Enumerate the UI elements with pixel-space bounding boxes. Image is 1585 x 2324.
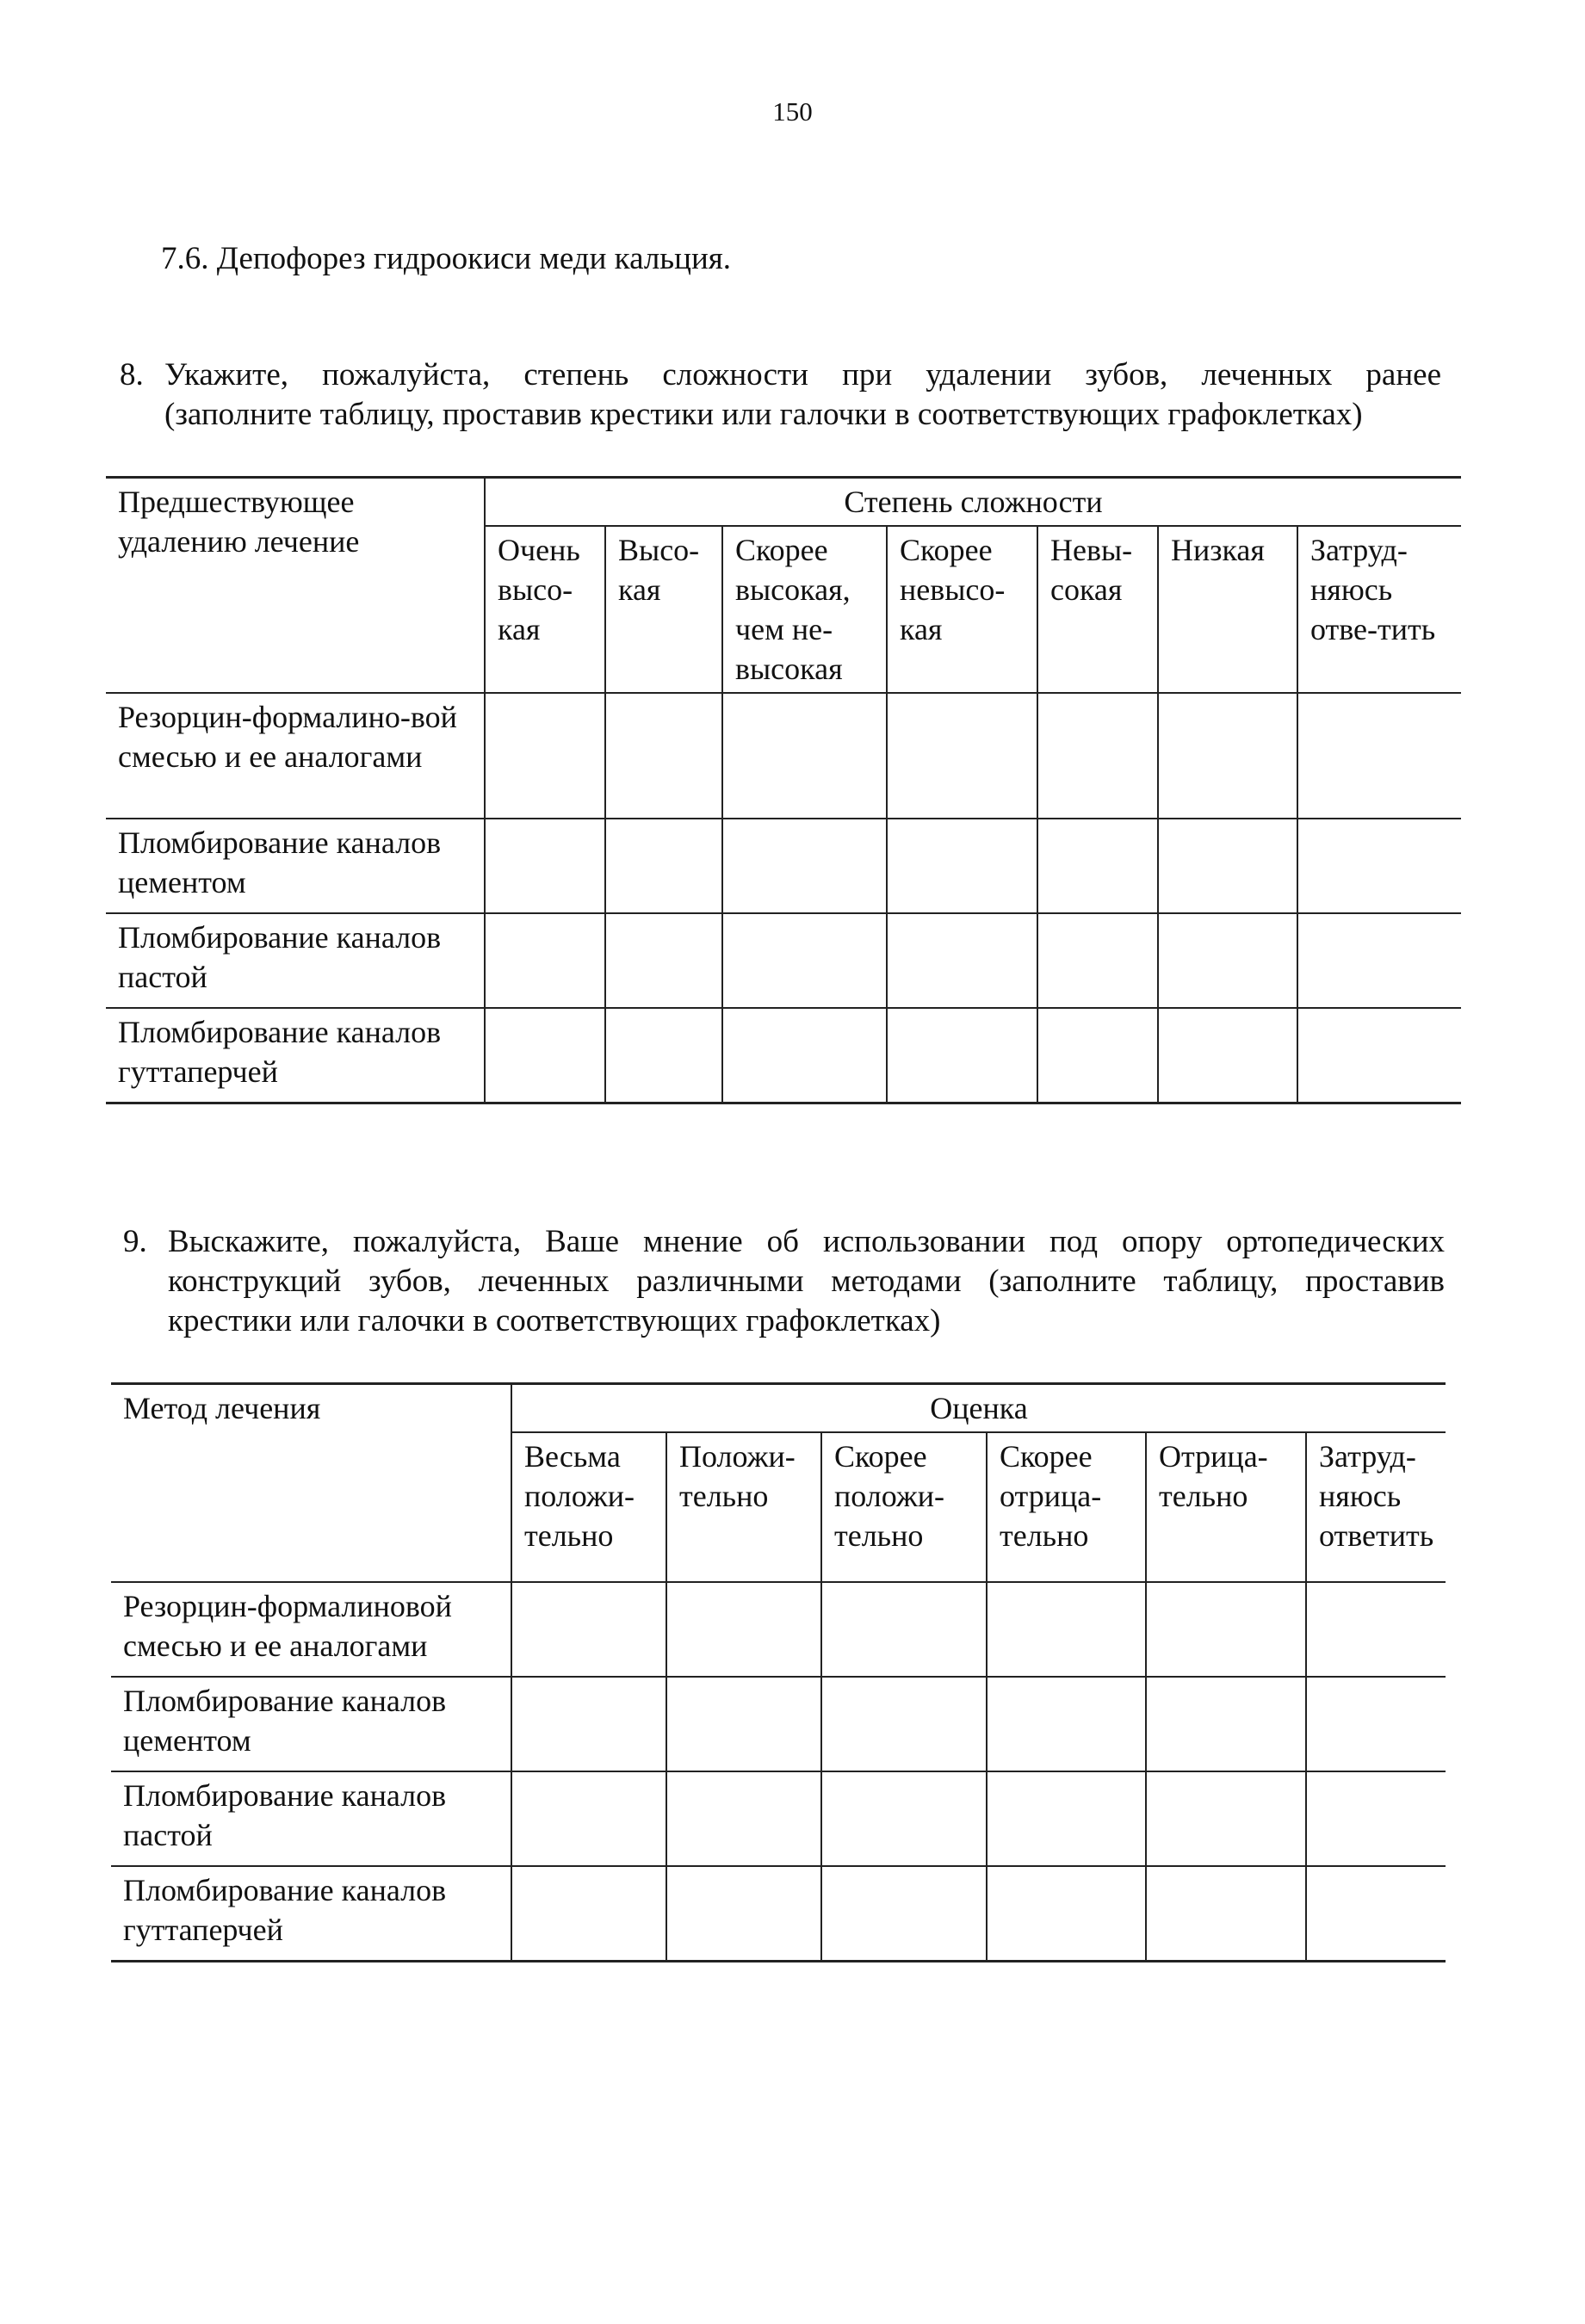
- checkbox-cell[interactable]: [987, 1677, 1146, 1771]
- checkbox-cell[interactable]: [821, 1771, 987, 1866]
- checkbox-cell[interactable]: [666, 1771, 821, 1866]
- checkbox-cell[interactable]: [887, 819, 1037, 913]
- table1-row-label: Пломбирование каналов цементом: [106, 819, 485, 913]
- page-number: 150: [772, 96, 813, 127]
- table2-row-label: Резорцин-формалиновой смесью и ее аналогами: [111, 1582, 511, 1677]
- table1-col-header: Высо-кая: [605, 526, 722, 693]
- checkbox-cell[interactable]: [605, 819, 722, 913]
- checkbox-cell[interactable]: [987, 1582, 1146, 1677]
- question-9-line2: конструкций зубов, леченных различными методами (заполните таблицу, проставив: [168, 1264, 1445, 1299]
- table1-row-label: Пломбирование каналов гуттаперчей: [106, 1008, 485, 1103]
- table2-col-header: Отрица-тельно: [1146, 1432, 1306, 1582]
- checkbox-cell[interactable]: [511, 1582, 666, 1677]
- checkbox-cell[interactable]: [1158, 693, 1297, 819]
- checkbox-cell[interactable]: [485, 819, 605, 913]
- item-7-6: 7.6. Депофорез гидроокиси меди кальция.: [161, 241, 732, 276]
- table2-col-header: Скорее отрица-тельно: [987, 1432, 1146, 1582]
- checkbox-cell[interactable]: [1037, 693, 1158, 819]
- checkbox-cell[interactable]: [722, 1008, 887, 1103]
- table1-row-header: Предшествующее удалению лечение: [106, 478, 485, 694]
- checkbox-cell[interactable]: [887, 693, 1037, 819]
- table-row: [111, 1771, 1446, 1866]
- table2-row-label: Пломбирование каналов гуттаперчей: [111, 1866, 511, 1962]
- table2-row-label: Пломбирование каналов цементом: [111, 1677, 511, 1771]
- table1-col-header: Скорее невысо-кая: [887, 526, 1037, 693]
- checkbox-cell[interactable]: [511, 1771, 666, 1866]
- checkbox-cell[interactable]: [887, 913, 1037, 1008]
- table2-col-header: Затруд-няюсь ответить: [1306, 1432, 1446, 1582]
- checkbox-cell[interactable]: [485, 1008, 605, 1103]
- checkbox-cell[interactable]: [511, 1677, 666, 1771]
- checkbox-cell[interactable]: [821, 1677, 987, 1771]
- table2-row-header: Метод лечения: [111, 1384, 511, 1583]
- table2-row-label: Пломбирование каналов пастой: [111, 1771, 511, 1866]
- checkbox-cell[interactable]: [821, 1866, 987, 1962]
- checkbox-cell[interactable]: [1146, 1866, 1306, 1962]
- table-row: [106, 1008, 1461, 1103]
- checkbox-cell[interactable]: [1306, 1771, 1446, 1866]
- checkbox-cell[interactable]: [1306, 1866, 1446, 1962]
- checkbox-cell[interactable]: [1158, 819, 1297, 913]
- checkbox-cell[interactable]: [1146, 1582, 1306, 1677]
- checkbox-cell[interactable]: [1158, 913, 1297, 1008]
- table-row: [111, 1677, 1446, 1771]
- table2-col-header: Положи-тельно: [666, 1432, 821, 1582]
- checkbox-cell[interactable]: [1297, 693, 1461, 819]
- question-9-line3: крестики или галочки в соответствующих графоклетках): [168, 1303, 941, 1338]
- table2-col-header: Скорее положи-тельно: [821, 1432, 987, 1582]
- checkbox-cell[interactable]: [605, 693, 722, 819]
- checkbox-cell[interactable]: [1037, 819, 1158, 913]
- table1-group-header: Степень сложности: [485, 478, 1461, 527]
- checkbox-cell[interactable]: [1297, 819, 1461, 913]
- checkbox-cell[interactable]: [887, 1008, 1037, 1103]
- checkbox-cell[interactable]: [1306, 1582, 1446, 1677]
- table1-row-label: Резорцин-формалино-вой смесью и ее аналогами: [106, 693, 485, 819]
- question-9: [123, 1222, 1445, 1341]
- checkbox-cell[interactable]: [821, 1582, 987, 1677]
- table2-col-header: Весьма положи-тельно: [511, 1432, 666, 1582]
- checkbox-cell[interactable]: [1037, 913, 1158, 1008]
- checkbox-cell[interactable]: [722, 693, 887, 819]
- checkbox-cell[interactable]: [666, 1582, 821, 1677]
- table-row: [106, 693, 1461, 819]
- checkbox-cell[interactable]: [987, 1866, 1146, 1962]
- question-8-line1: Укажите, пожалуйста, степень сложности при удалении зубов, леченных ранее: [164, 357, 1441, 392]
- checkbox-cell[interactable]: [987, 1771, 1146, 1866]
- table1-col-header: Невы-сокая: [1037, 526, 1158, 693]
- checkbox-cell[interactable]: [485, 693, 605, 819]
- checkbox-cell[interactable]: [722, 819, 887, 913]
- table1-row-label: Пломбирование каналов пастой: [106, 913, 485, 1008]
- checkbox-cell[interactable]: [1306, 1677, 1446, 1771]
- checkbox-cell[interactable]: [722, 913, 887, 1008]
- question-8-number: 8.: [120, 357, 144, 392]
- question-9-line1: Выскажите, пожалуйста, Ваше мнение об использовании под опору ортопедических: [168, 1224, 1445, 1259]
- question-8: [120, 355, 1441, 435]
- table1-col-header: Очень высо-кая: [485, 526, 605, 693]
- table-row: [106, 819, 1461, 913]
- table1-col-header: Низкая: [1158, 526, 1297, 693]
- checkbox-cell[interactable]: [666, 1677, 821, 1771]
- checkbox-cell[interactable]: [1297, 913, 1461, 1008]
- table1-col-header: Затруд-няюсь отве-тить: [1297, 526, 1461, 693]
- checkbox-cell[interactable]: [1158, 1008, 1297, 1103]
- checkbox-cell[interactable]: [511, 1866, 666, 1962]
- table-row: [106, 913, 1461, 1008]
- checkbox-cell[interactable]: [485, 913, 605, 1008]
- table-row: [111, 1866, 1446, 1962]
- table2-group-header: Оценка: [511, 1384, 1446, 1433]
- evaluation-table: [111, 1382, 1446, 1962]
- question-9-number: 9.: [123, 1224, 147, 1259]
- checkbox-cell[interactable]: [1037, 1008, 1158, 1103]
- checkbox-cell[interactable]: [666, 1866, 821, 1962]
- checkbox-cell[interactable]: [605, 1008, 722, 1103]
- checkbox-cell[interactable]: [1297, 1008, 1461, 1103]
- checkbox-cell[interactable]: [1146, 1677, 1306, 1771]
- difficulty-table: [106, 476, 1461, 1104]
- checkbox-cell[interactable]: [605, 913, 722, 1008]
- table-row: [111, 1582, 1446, 1677]
- checkbox-cell[interactable]: [1146, 1771, 1306, 1866]
- question-8-line2: (заполните таблицу, проставив крестики или галочки в соответствующих графоклетках): [164, 397, 1363, 432]
- table1-col-header: Скорее высокая, чем не-высокая: [722, 526, 887, 693]
